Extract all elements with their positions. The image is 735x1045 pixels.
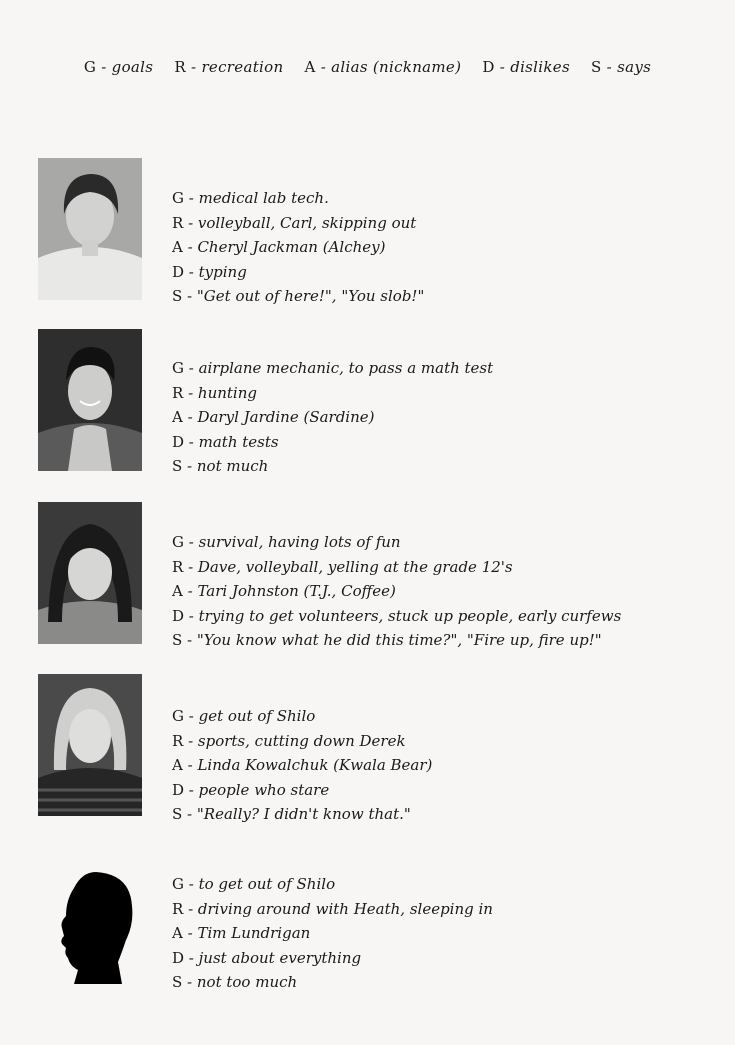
- legend: [0, 58, 735, 76]
- student-details: [172, 530, 621, 653]
- recreation-line: R - hunting: [172, 383, 257, 402]
- alias-line: A - Cheryl Jackman (Alchey): [172, 238, 386, 256]
- alias-line: A - Linda Kowalchuk (Kwala Bear): [172, 756, 433, 774]
- student-details: [172, 872, 493, 995]
- student-details: [172, 186, 424, 309]
- says-line: S - "Really? I didn't know that.": [172, 805, 411, 823]
- goals-line: G - get out of Shilo: [172, 707, 316, 725]
- goals-line: G - survival, having lots of fun: [172, 533, 401, 551]
- student-photo: [38, 329, 142, 471]
- dislikes-line: D - typing: [172, 262, 247, 281]
- dislikes-line: D - people who stare: [172, 780, 330, 799]
- legend-item-alias: A - alias (nickname): [304, 58, 462, 76]
- dislikes-line: D - trying to get volunteers, stuck up people, early curfews: [172, 606, 622, 625]
- student-photo: [38, 502, 142, 644]
- says-line: S - not much: [172, 457, 269, 475]
- dislikes-line: D - just about everything: [172, 948, 362, 967]
- goals-line: G - to get out of Shilo: [172, 875, 336, 893]
- portrait-photo-image: [38, 502, 142, 644]
- legend-item-dislikes: D - dislikes: [482, 58, 570, 76]
- legend-item-recreation: R - recreation: [174, 58, 284, 76]
- goals-line: G - medical lab tech.: [172, 189, 329, 207]
- silhouette-icon: [52, 866, 140, 988]
- says-line: S - "Get out of here!", "You slob!": [172, 287, 425, 305]
- says-line: S - not too much: [172, 973, 298, 991]
- student-photo: [38, 158, 142, 300]
- portrait-photo-image: [38, 674, 142, 816]
- alias-line: A - Tari Johnston (T.J., Coffee): [172, 582, 396, 600]
- goals-line: G - airplane mechanic, to pass a math test: [172, 359, 494, 377]
- student-details: [172, 704, 432, 827]
- alias-line: A - Tim Lundrigan: [172, 924, 311, 942]
- portrait-photo-image: [38, 158, 142, 300]
- alias-line: A - Daryl Jardine (Sardine): [172, 408, 375, 426]
- dislikes-line: D - math tests: [172, 432, 279, 451]
- recreation-line: R - volleyball, Carl, skipping out: [172, 213, 417, 232]
- recreation-line: R - driving around with Heath, sleeping in: [172, 899, 493, 918]
- legend-item-goals: G - goals: [83, 58, 154, 76]
- recreation-line: R - Dave, volleyball, yelling at the grade 12's: [172, 557, 513, 576]
- student-photo: [38, 674, 142, 816]
- recreation-line: R - sports, cutting down Derek: [172, 731, 406, 750]
- legend-item-says: S - says: [591, 58, 652, 76]
- portrait-photo-image: [38, 329, 142, 471]
- student-details: [172, 356, 493, 479]
- says-line: S - "You know what he did this time?", "Fire up, fire up!": [172, 631, 602, 649]
